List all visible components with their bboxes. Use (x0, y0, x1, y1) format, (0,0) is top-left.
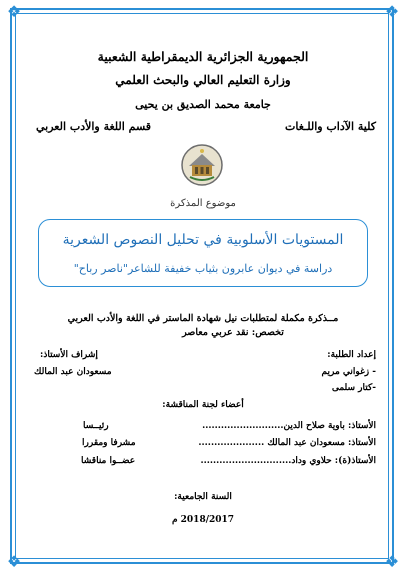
memo-subtitle: دراسة في ديوان عابرون بثياب خفيفة للشاعر"ناصر رباح" (73, 262, 333, 275)
committee-member: الأستاذ: مسعودان عبد المالك ..................... (198, 438, 376, 448)
university-logo-icon (180, 143, 224, 187)
student-name: -كتار سلمى (331, 383, 376, 393)
student-name: - زغواني مريم (321, 367, 376, 377)
memo-topic-label: موضوع المذكرة (170, 198, 236, 209)
committee-role: رئيــسا (83, 421, 109, 431)
academic-year-label: السنة الجامعية: (174, 492, 232, 502)
prepared-by-label: إعداد الطلبة: (327, 350, 376, 360)
committee-label: أعضاء لجنة المناقشة: (162, 400, 244, 410)
corner-ornament-icon: ❖ (384, 2, 400, 21)
committee-member: الأستاذ: باوية صلاح الدين.......................... (202, 421, 376, 431)
degree-note: مــذكرة مكملة لمتطلبات نيل شهادة الماستر في اللغة والأدب العربي (67, 313, 339, 324)
specialty: تخصص: نقد عربي معاصر (182, 327, 284, 338)
corner-ornament-icon: ❖ (384, 552, 400, 571)
department-name: قسم اللغة والأدب العربي (36, 120, 152, 133)
corner-ornament-icon: ❖ (6, 552, 22, 571)
committee-role: عضــوا مناقشا (81, 456, 136, 466)
supervisor-name: مسعودان عبد المالك (34, 367, 112, 377)
committee-member: الأستاذ(ة): حلاوي وداد............................. (200, 456, 376, 466)
supervisor-label: إشراف الأستاذ: (40, 350, 98, 360)
corner-ornament-icon: ❖ (6, 2, 22, 21)
academic-year-value: 2018/2017 م (171, 515, 235, 525)
university-name: جامعة محمد الصديق بن يحيى (135, 98, 271, 111)
memo-title: المستويات الأسلوبية في تحليل النصوص الشعرية (62, 232, 344, 248)
ministry-title: وزارة التعليم العالي والبحث العلمي (115, 73, 291, 87)
republic-title: الجمهورية الجزائرية الديمقراطية الشعبية (97, 49, 309, 64)
committee-role: مشرفا ومقررا (82, 438, 136, 448)
topic-box (38, 219, 368, 287)
faculty-name: كلية الآداب واللـغات (285, 120, 376, 133)
